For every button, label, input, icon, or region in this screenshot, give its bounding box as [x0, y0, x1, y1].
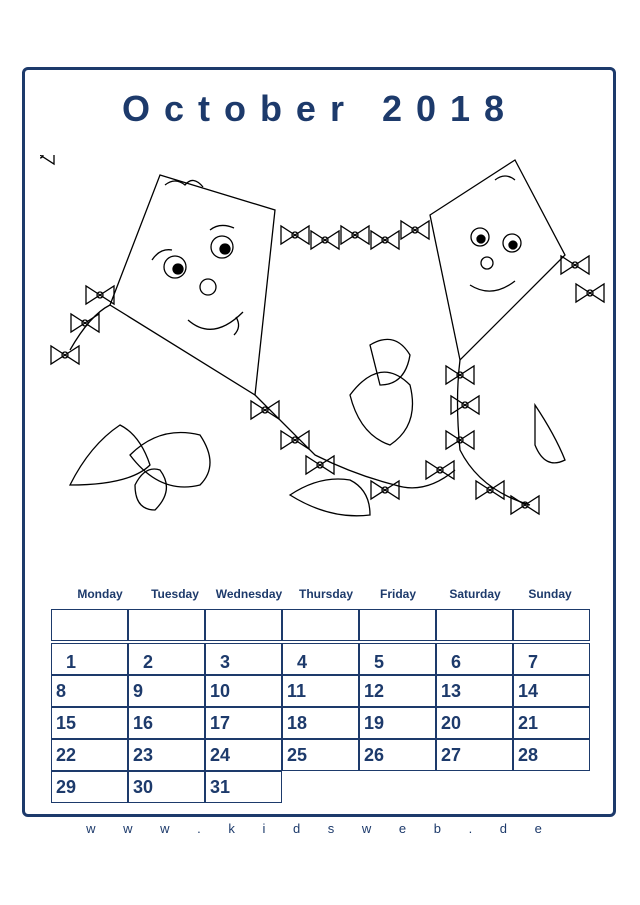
calendar-title: October 2018 — [121, 88, 519, 129]
day-cell — [128, 771, 205, 803]
day-cell — [51, 643, 128, 675]
day-cell — [436, 643, 513, 675]
day-cell — [282, 707, 359, 739]
day-number: 8 — [56, 681, 67, 701]
weekday-saturday: Saturday — [449, 587, 501, 601]
day-cell — [282, 675, 359, 707]
day-number: 26 — [364, 745, 385, 765]
kites-illustration — [40, 155, 615, 530]
day-cell — [513, 609, 590, 641]
footer-url: w w w . k i d s w e b . d e — [86, 821, 554, 836]
weekday-wednesday: Wednesday — [215, 587, 283, 601]
day-number: 3 — [220, 652, 231, 672]
day-number: 29 — [56, 777, 77, 797]
day-cell — [205, 771, 282, 803]
day-number: 16 — [133, 713, 154, 733]
weekday-monday: Monday — [77, 587, 123, 601]
day-cell — [128, 609, 205, 641]
day-cell — [359, 707, 436, 739]
day-number: 11 — [287, 681, 307, 701]
day-number: 28 — [518, 745, 539, 765]
day-number: 21 — [518, 713, 539, 733]
day-number: 25 — [287, 745, 308, 765]
day-cell — [51, 739, 128, 771]
day-cell — [359, 609, 436, 641]
day-number: 17 — [210, 713, 231, 733]
day-cell — [128, 675, 205, 707]
day-cell — [359, 643, 436, 675]
day-number: 7 — [528, 652, 539, 672]
day-number: 18 — [287, 713, 308, 733]
day-cell — [205, 609, 282, 641]
day-cell — [205, 739, 282, 771]
weekday-tuesday: Tuesday — [151, 587, 199, 601]
day-number: 13 — [441, 681, 462, 701]
day-cell — [513, 643, 590, 675]
day-number: 14 — [518, 681, 539, 701]
day-number: 4 — [297, 652, 308, 672]
day-cell — [51, 609, 128, 641]
day-number: 27 — [441, 745, 462, 765]
day-cell — [282, 643, 359, 675]
day-number: 24 — [210, 745, 231, 765]
day-cell — [513, 739, 590, 771]
day-number: 5 — [374, 652, 385, 672]
day-cell — [205, 707, 282, 739]
day-cell — [128, 707, 205, 739]
day-cell — [205, 643, 282, 675]
day-cell — [513, 707, 590, 739]
day-number: 23 — [133, 745, 154, 765]
day-number: 15 — [56, 713, 77, 733]
day-cell — [436, 675, 513, 707]
day-number: 20 — [441, 713, 462, 733]
day-number: 19 — [364, 713, 385, 733]
day-number: 1 — [66, 652, 77, 672]
day-cell — [205, 675, 282, 707]
weekday-sunday: Sunday — [528, 587, 572, 601]
weekday-thursday: Thursday — [298, 587, 353, 601]
day-cell — [128, 739, 205, 771]
day-cell — [359, 739, 436, 771]
day-cell — [51, 771, 128, 803]
day-cell — [436, 739, 513, 771]
day-number: 31 — [210, 777, 231, 797]
day-cell — [282, 609, 359, 641]
day-number: 30 — [133, 777, 154, 797]
day-cell — [128, 643, 205, 675]
day-cell — [513, 675, 590, 707]
day-cell — [436, 609, 513, 641]
day-number: 10 — [210, 681, 231, 701]
day-cell — [436, 707, 513, 739]
day-number: 2 — [143, 652, 154, 672]
day-cell — [359, 675, 436, 707]
day-number: 6 — [451, 652, 462, 672]
day-number: 22 — [56, 745, 77, 765]
day-number: 9 — [133, 681, 144, 701]
weekday-friday: Friday — [379, 587, 416, 601]
day-cell — [51, 675, 128, 707]
day-cell — [282, 739, 359, 771]
day-number: 12 — [364, 681, 385, 701]
day-cell — [51, 707, 128, 739]
